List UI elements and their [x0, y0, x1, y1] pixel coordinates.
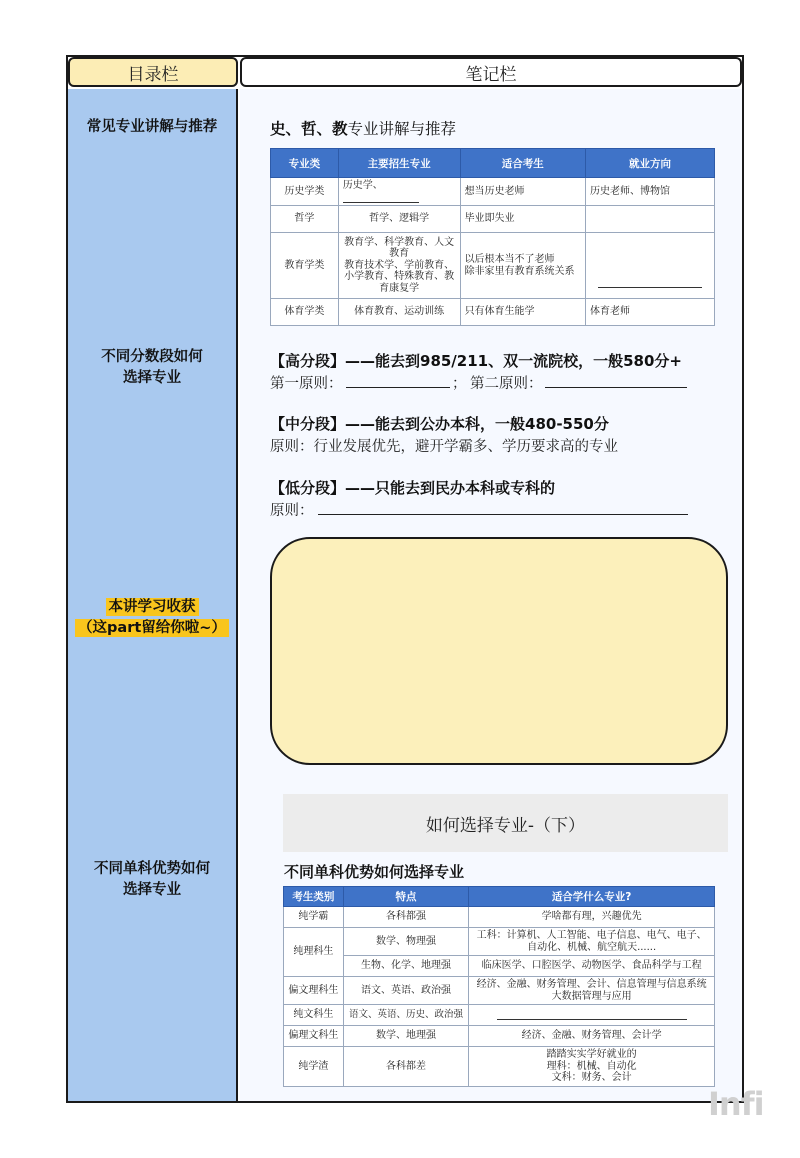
fill-blank [346, 372, 450, 388]
table-header: 考生类别 [284, 887, 344, 907]
majors-table [270, 148, 715, 326]
table-row: 教育学类 教育学、科学教育、人文教育 教育技术学、学前教育、小学教育、特殊教育、教育康复学 以后根本当不了老师 除非家里有教育系统关系 [271, 233, 715, 299]
high-score-principle-1: 第一原则： [270, 376, 343, 392]
table-header: 适合学什么专业? [469, 887, 715, 907]
sidebar [68, 89, 238, 1101]
fill-blank [343, 202, 419, 203]
table-row: 纯学霸 各科都强 学啥都有理，兴趣优先 [284, 907, 715, 928]
table-row: 偏文理科生 语文、英语、政治强 经济、金融、财务管理、会计、信息管理与信息系统 大数据管理与应用 [284, 977, 715, 1005]
fill-blank [598, 287, 702, 288]
mid-score-principle: 原则：行业发展优先，避开学霸多、学历要求高的专业 [270, 439, 618, 455]
mid-score-title: 【中分段】——能去到公办本科，一般480-550分 [270, 415, 609, 433]
sidebar-item-takeaways[interactable]: 本讲学习收获 （这part留给你啦~） [68, 597, 236, 639]
table-row: 纯文科生 语文、英语、历史、政治强 [284, 1005, 715, 1026]
high-score-title: 【高分段】——能去到985/211、双一流院校，一般580分+ [270, 352, 682, 370]
low-score-principle: 原则： [270, 503, 314, 519]
table-row: 生物、化学、地理强 临床医学、口腔医学、动物医学、食品科学与工程 [284, 956, 715, 977]
header-notes: 笔记栏 [240, 57, 742, 87]
table-row: 纯学渣 各科都差 踏踏实实学好就业的 理科：机械、自动化 文科：财务、会计 [284, 1047, 715, 1087]
table-row: 体育学类 体育教育、运动训练 只有体育生能学 体育老师 [271, 299, 715, 326]
table-header: 适合考生 [460, 149, 585, 178]
high-score-principle-2: 第二原则： [470, 376, 543, 392]
table-header: 就业方向 [586, 149, 715, 178]
table-row: 偏理文科生 数学、地理强 经济、金融、财务管理、会计学 [284, 1026, 715, 1047]
fill-blank [497, 1010, 687, 1020]
separator: ； [452, 376, 467, 392]
sidebar-item-score-levels[interactable]: 不同分数段如何 选择专业 [101, 349, 203, 386]
low-score-title: 【低分段】——只能去到民办本科或专科的 [270, 479, 556, 497]
table-row: 纯理科生 数学、物理强 工科：计算机、人工智能、电子信息、电气、电子、自动化、机械、航空航天...... [284, 928, 715, 956]
sidebar-item-subject-advantage[interactable]: 不同单科优势如何 选择专业 [94, 861, 210, 898]
subject-advantage-table [283, 886, 715, 1087]
section-title-majors: 史、哲、教专业讲解与推荐 [270, 120, 457, 138]
table-header: 特点 [343, 887, 468, 907]
table-row: 哲学 哲学、逻辑学 毕业即失业 [271, 206, 715, 233]
watermark-logo: Infi [708, 1085, 764, 1123]
header-catalog: 目录栏 [68, 57, 238, 87]
section-banner: 如何选择专业-（下） [283, 794, 728, 852]
takeaways-box[interactable] [270, 537, 728, 765]
fill-blank [318, 499, 688, 515]
table-header: 专业类 [271, 149, 339, 178]
table-row: 历史学类 历史学、 想当历史老师 历史老师、博物馆 [271, 178, 715, 206]
section-title-subject-advantage: 不同单科优势如何选择专业 [284, 863, 465, 881]
sidebar-item-majors[interactable]: 常见专业讲解与推荐 [86, 119, 218, 135]
fill-blank [545, 372, 687, 388]
table-header: 主要招生专业 [338, 149, 460, 178]
